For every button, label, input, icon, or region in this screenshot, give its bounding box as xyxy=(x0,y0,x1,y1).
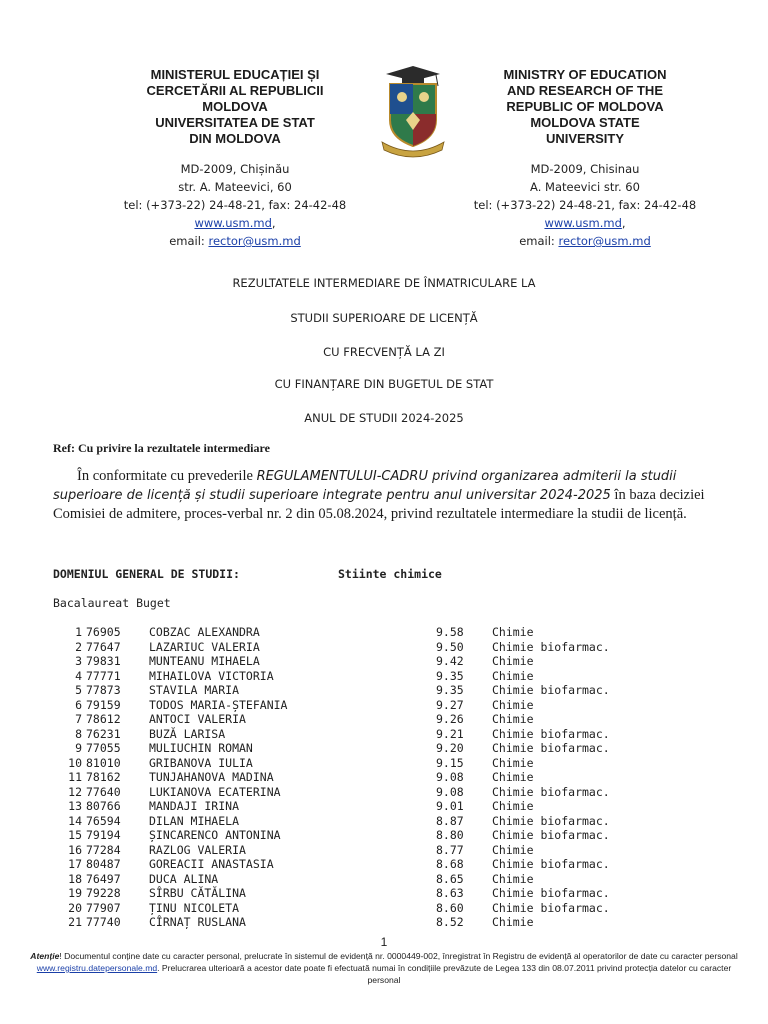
table-row xyxy=(0,712,768,727)
candidate-name: ANTOCI VALERIA xyxy=(149,712,246,726)
email-label: email: xyxy=(519,234,555,248)
right-title-line: MOLDOVA STATE xyxy=(530,115,640,130)
candidate-specialty: Chimie xyxy=(492,668,534,683)
address-line: MD-2009, Chisinau xyxy=(530,162,640,176)
candidate-specialty: Chimie xyxy=(492,842,534,857)
row-number: 19 xyxy=(68,886,82,900)
candidate-specialty: Chimie xyxy=(492,799,534,813)
candidate-id: 77055 xyxy=(86,741,121,755)
document-title: STUDII SUPERIOARE DE LICENȚĂ xyxy=(290,311,478,325)
candidate-score: 9.01 xyxy=(436,799,464,813)
footer-text: . Prelucrarea ulterioară a acestor date poate fi efectuată numai în condițiile prevăzute de Legea 133 din 08.07.2011 privind protecția datelor cu caracter personal xyxy=(157,963,732,985)
candidate-score: 8.68 xyxy=(436,857,464,871)
header-left-title xyxy=(110,67,360,147)
email-link[interactable]: rector@usm.md xyxy=(558,234,651,248)
candidate-specialty: Chimie biofarmac. xyxy=(492,683,610,697)
candidate-name: MULIUCHIN ROMAN xyxy=(149,741,253,755)
candidate-specialty: Chimie biofarmac. xyxy=(492,784,610,799)
candidate-specialty: Chimie xyxy=(492,697,534,712)
candidate-id: 77907 xyxy=(86,900,121,915)
right-title-line: REPUBLIC OF MOLDOVA xyxy=(506,99,664,114)
table-row xyxy=(0,828,768,843)
candidate-id: 77640 xyxy=(86,784,121,799)
website-link[interactable]: www.usm.md xyxy=(194,216,272,230)
left-title-line: MOLDOVA xyxy=(202,99,268,114)
candidate-id: 77873 xyxy=(86,683,121,697)
candidate-name: RAZLOG VALERIA xyxy=(149,842,246,857)
candidate-score: 8.77 xyxy=(436,842,464,857)
left-title-line: UNIVERSITATEA DE STAT xyxy=(155,115,315,130)
footer-notice xyxy=(30,950,738,986)
website-line xyxy=(100,214,370,232)
table-row xyxy=(0,886,768,901)
table-row xyxy=(0,727,768,742)
candidate-score: 9.21 xyxy=(436,726,464,741)
candidate-score: 9.15 xyxy=(436,755,464,770)
candidate-name: BUZĂ LARISA xyxy=(149,726,226,741)
address-line: A. Mateevici str. 60 xyxy=(530,180,640,194)
results-table xyxy=(0,625,768,935)
email-line xyxy=(100,232,370,250)
address-line: MD-2009, Chișinău xyxy=(180,162,290,176)
candidate-name: ȚINU NICOLETA xyxy=(149,900,240,915)
right-address xyxy=(445,160,725,250)
table-row xyxy=(0,915,768,930)
table-row xyxy=(0,741,768,756)
website-link[interactable]: www.usm.md xyxy=(544,216,622,230)
table-row xyxy=(0,698,768,713)
row-number: 16 xyxy=(68,842,82,857)
email-link[interactable]: rector@usm.md xyxy=(208,234,301,248)
candidate-score: 9.26 xyxy=(436,712,464,726)
intro-paragraph xyxy=(53,467,725,523)
table-row xyxy=(0,799,768,814)
candidate-id: 81010 xyxy=(86,755,121,770)
candidate-id: 77771 xyxy=(86,668,121,683)
candidate-name: GOREACII ANASTASIA xyxy=(149,857,274,871)
candidate-specialty: Chimie biofarmac. xyxy=(492,886,610,900)
candidate-id: 76497 xyxy=(86,871,121,886)
candidate-name: TODOS MARIA-ȘTEFANIA xyxy=(149,697,288,712)
candidate-name: TUNJAHANOVA MADINA xyxy=(149,770,274,784)
candidate-id: 77284 xyxy=(86,842,121,857)
candidate-name: SÎRBU CĂTĂLINA xyxy=(149,886,246,900)
left-title-line: CERCETĂRII AL REPUBLICII xyxy=(146,83,324,98)
right-title-line: MINISTRY OF EDUCATION xyxy=(503,67,667,82)
row-number: 3 xyxy=(75,654,82,668)
website-suffix: , xyxy=(271,216,276,230)
right-title-line: AND RESEARCH OF THE xyxy=(506,83,663,98)
address-line: str. A. Mateevici, 60 xyxy=(178,180,292,194)
section-label: Bacalaureat Buget xyxy=(53,596,171,610)
crest-icon xyxy=(378,64,448,160)
candidate-name: MIHAILOVA VICTORIA xyxy=(149,668,274,683)
candidate-score: 8.52 xyxy=(436,915,464,929)
candidate-specialty: Chimie biofarmac. xyxy=(492,813,610,828)
row-number: 10 xyxy=(68,755,82,770)
header-right-title xyxy=(455,67,715,147)
candidate-specialty: Chimie xyxy=(492,625,534,639)
row-number: 15 xyxy=(68,828,82,842)
domain-label: DOMENIUL GENERAL DE STUDII: xyxy=(53,567,240,581)
candidate-score: 9.08 xyxy=(436,784,464,799)
row-number: 21 xyxy=(68,915,82,929)
candidate-id: 76231 xyxy=(86,726,121,741)
candidate-id: 76594 xyxy=(86,813,121,828)
candidate-specialty: Chimie biofarmac. xyxy=(492,857,610,871)
candidate-id: 77740 xyxy=(86,915,121,929)
candidate-specialty: Chimie biofarmac. xyxy=(492,726,610,741)
candidate-specialty: Chimie biofarmac. xyxy=(492,741,610,755)
candidate-score: 9.08 xyxy=(436,770,464,784)
website-line xyxy=(445,214,725,232)
candidate-name: LAZARIUC VALERIA xyxy=(149,639,260,654)
candidate-id: 77647 xyxy=(86,639,121,654)
candidate-specialty: Chimie biofarmac. xyxy=(492,900,610,915)
candidate-specialty: Chimie xyxy=(492,871,534,886)
candidate-id: 80487 xyxy=(86,857,121,871)
row-number: 1 xyxy=(75,625,82,639)
row-number: 8 xyxy=(75,726,82,741)
registry-link[interactable]: www.registru.datepersonale.md xyxy=(36,963,158,973)
candidate-score: 9.27 xyxy=(436,697,464,712)
table-row xyxy=(0,654,768,669)
table-row xyxy=(0,640,768,655)
left-title-line: DIN MOLDOVA xyxy=(189,131,281,146)
table-row xyxy=(0,683,768,698)
candidate-specialty: Chimie biofarmac. xyxy=(492,639,610,654)
paragraph-text: În conformitate cu prevederile xyxy=(77,468,257,484)
row-number: 13 xyxy=(68,799,82,813)
candidate-id: 80766 xyxy=(86,799,121,813)
email-line xyxy=(445,232,725,250)
candidate-id: 76905 xyxy=(86,625,121,639)
row-number: 2 xyxy=(75,639,82,654)
phone-fax-line: tel: (+373-22) 24-48-21, fax: 24-42-48 xyxy=(473,198,697,212)
candidate-name: MUNTEANU MIHAELA xyxy=(149,654,260,668)
table-row xyxy=(0,843,768,858)
candidate-id: 79228 xyxy=(86,886,121,900)
row-number: 4 xyxy=(75,668,82,683)
row-number: 17 xyxy=(68,857,82,871)
ref-line: Ref: Cu privire la rezultatele intermediare xyxy=(53,441,270,455)
candidate-score: 9.35 xyxy=(436,683,464,697)
candidate-id: 79194 xyxy=(86,828,121,842)
row-number: 5 xyxy=(75,683,82,697)
candidate-score: 9.50 xyxy=(436,639,464,654)
candidate-id: 78612 xyxy=(86,712,121,726)
candidate-score: 9.58 xyxy=(436,625,464,639)
row-number: 20 xyxy=(68,900,82,915)
candidate-specialty: Chimie xyxy=(492,712,534,726)
regulation-reference: REGULAMENTULUI-CADRU privind organizarea admiterii la studii superioare de licență și studii superioare integrate pentru anul universitar 2024-2025 xyxy=(53,469,677,503)
paragraph-text: în baza deciziei Comisiei de admitere, proces-verbal nr. 2 din 05.08.2024, privind rezultatele intermediare la studii de licență. xyxy=(53,487,705,522)
document-title: REZULTATELE INTERMEDIARE DE ÎNMATRICULARE LA xyxy=(232,276,536,290)
table-row xyxy=(0,625,768,640)
row-number: 7 xyxy=(75,712,82,726)
footer-text: ! Documentul conține date cu caracter personal, prelucrate în sistemul de evidență nr. 0000449-002, înregistrat în Registru de evidență al operatorilor de date cu caracter personal xyxy=(59,951,738,961)
row-number: 18 xyxy=(68,871,82,886)
candidate-name: GRIBANOVA IULIA xyxy=(149,755,253,770)
row-number: 14 xyxy=(68,813,82,828)
candidate-name: DILAN MIHAELA xyxy=(149,813,240,828)
candidate-specialty: Chimie xyxy=(492,654,534,668)
left-address xyxy=(100,160,370,250)
document-title: ANUL DE STUDII 2024-2025 xyxy=(304,411,464,425)
left-title-line: MINISTERUL EDUCAȚIEI ȘI xyxy=(150,67,320,82)
document-title: CU FINANȚARE DIN BUGETUL DE STAT xyxy=(274,377,494,391)
table-row xyxy=(0,814,768,829)
candidate-score: 9.35 xyxy=(436,668,464,683)
phone-fax-line: tel: (+373-22) 24-48-21, fax: 24-42-48 xyxy=(123,198,347,212)
candidate-name: COBZAC ALEXANDRA xyxy=(149,625,260,639)
table-row xyxy=(0,756,768,771)
document-title: CU FRECVENȚĂ LA ZI xyxy=(323,345,445,359)
candidate-score: 8.60 xyxy=(436,900,464,915)
row-number: 6 xyxy=(75,697,82,712)
candidate-id: 78162 xyxy=(86,770,121,784)
candidate-name: MANDAJI IRINA xyxy=(149,799,240,813)
row-number: 12 xyxy=(68,784,82,799)
table-row xyxy=(0,669,768,684)
domain-value: Stiinte chimice xyxy=(338,567,442,581)
candidate-specialty: Chimie xyxy=(492,755,534,770)
candidate-name: CÎRNAȚ RUSLANA xyxy=(149,915,246,929)
candidate-name: STAVILA MARIA xyxy=(149,683,240,697)
candidate-score: 8.65 xyxy=(436,871,464,886)
candidate-specialty: Chimie xyxy=(492,770,534,784)
candidate-score: 9.42 xyxy=(436,654,464,668)
candidate-specialty: Chimie biofarmac. xyxy=(492,828,610,842)
candidate-score: 8.87 xyxy=(436,813,464,828)
table-row xyxy=(0,872,768,887)
row-number: 11 xyxy=(68,770,82,784)
candidate-specialty: Chimie xyxy=(492,915,534,929)
candidate-id: 79159 xyxy=(86,697,121,712)
candidate-id: 79831 xyxy=(86,654,121,668)
candidate-name: DUCA ALINA xyxy=(149,871,219,886)
table-row xyxy=(0,857,768,872)
candidate-score: 9.20 xyxy=(436,741,464,755)
page-number: 1 xyxy=(380,935,388,949)
website-suffix: , xyxy=(621,216,626,230)
university-crest xyxy=(378,64,448,160)
candidate-score: 8.63 xyxy=(436,886,464,900)
table-row xyxy=(0,785,768,800)
candidate-score: 8.80 xyxy=(436,828,464,842)
footer-warning-label: Atenție xyxy=(30,951,60,961)
row-number: 9 xyxy=(75,741,82,755)
table-row xyxy=(0,770,768,785)
table-row xyxy=(0,901,768,916)
email-label: email: xyxy=(169,234,205,248)
right-title-line: UNIVERSITY xyxy=(545,131,624,146)
candidate-name: ȘINCARENCO ANTONINA xyxy=(149,828,281,842)
candidate-name: LUKIANOVA ECATERINA xyxy=(149,784,281,799)
